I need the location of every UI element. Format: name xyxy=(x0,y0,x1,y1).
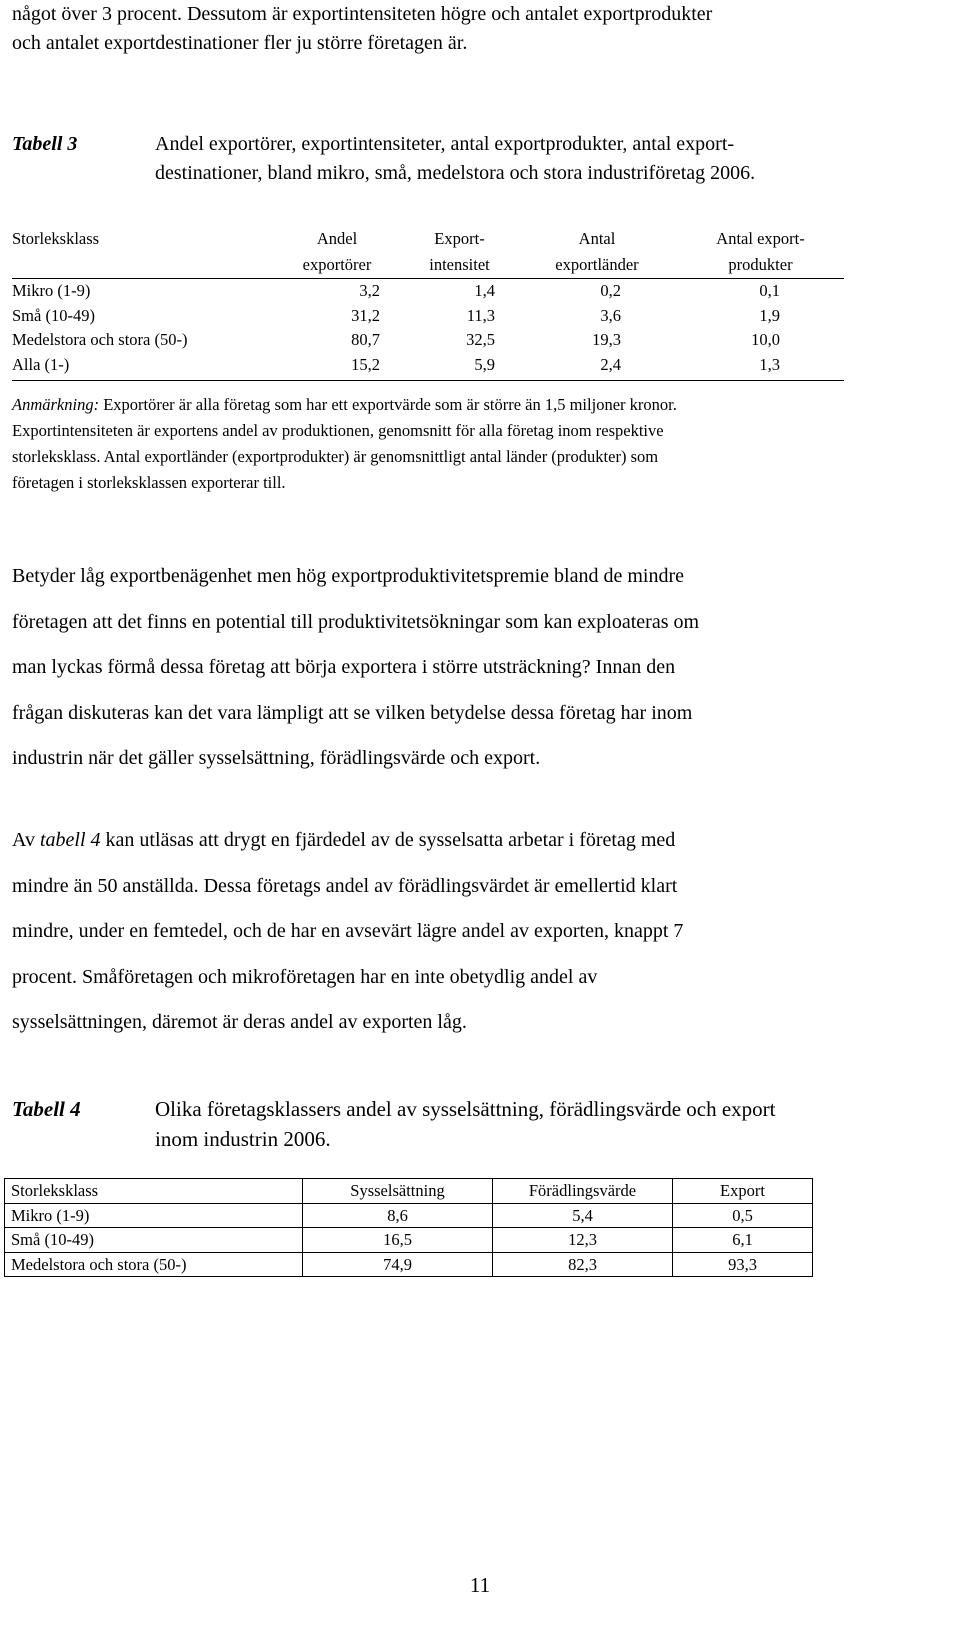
table-cell: 0,2 xyxy=(600,281,621,300)
table-row xyxy=(12,328,844,353)
table3-header-storleksklass: Storleksklass xyxy=(12,229,100,248)
note-line: Exportintensiteten är exportens andel av produktionen, genomsnitt för alla företag inom respektive xyxy=(12,421,664,440)
table-cell: 0,5 xyxy=(673,1203,813,1228)
table-cell: 2,4 xyxy=(600,354,621,374)
table-cell: 16,5 xyxy=(303,1228,493,1253)
table-cell: 1,9 xyxy=(759,305,780,325)
intro-paragraph xyxy=(12,0,948,58)
table-cell: 80,7 xyxy=(351,330,380,349)
table3-header-row xyxy=(12,226,844,279)
table3 xyxy=(12,226,844,381)
note-line: storleksklass. Antal exportländer (exportprodukter) är genomsnittligt antal länder (produkter) som xyxy=(12,447,659,466)
table-cell: 93,3 xyxy=(673,1252,813,1277)
table-cell: 5,4 xyxy=(493,1203,673,1228)
table3-header-antal-exportlander: Antal exportländer xyxy=(555,229,639,274)
row-label: Mikro (1-9) xyxy=(12,281,91,300)
caption-line: Olika företagsklassers andel av sysselsättning, förädlingsvärde och export xyxy=(155,1097,776,1121)
table-row xyxy=(5,1252,813,1277)
row-label: Små (10-49) xyxy=(12,305,95,325)
row-label: Små (10-49) xyxy=(5,1228,303,1253)
paragraph-2 xyxy=(12,818,948,1046)
table3-header-andel: Andel exportörer xyxy=(302,229,372,274)
caption-line: inom industrin 2006. xyxy=(155,1127,331,1151)
table-row xyxy=(12,353,844,378)
paragraph-line: företagen att det finns en potential till produktivitetsökningar som kan exploateras om xyxy=(12,610,700,633)
intro-line: något över 3 procent. Dessutom är exportintensiteten högre och antalet exportprodukter xyxy=(12,3,713,25)
table-cell: 3,2 xyxy=(359,281,380,300)
table-cell: 6,1 xyxy=(673,1228,813,1253)
table-cell: 15,2 xyxy=(351,354,380,374)
table-cell: 19,3 xyxy=(592,330,621,349)
table-cell: 10,0 xyxy=(751,330,780,349)
table-row xyxy=(5,1228,813,1253)
table4-header-sysselsattning: Sysselsättning xyxy=(303,1179,493,1204)
caption-line: destinationer, bland mikro, små, medelstora och stora industriföretag 2006. xyxy=(155,162,756,184)
table-cell: 8,6 xyxy=(303,1203,493,1228)
row-label: Alla (1-) xyxy=(12,354,70,374)
table-cell: 5,9 xyxy=(474,354,495,374)
paragraph-line: man lyckas förmå dessa företag att börja exportera i större utsträckning? Innan den xyxy=(12,656,676,678)
note-label: Anmärkning: xyxy=(12,395,100,414)
table4-label: Tabell 4 xyxy=(12,1097,81,1121)
table-cell: 32,5 xyxy=(466,330,495,349)
table-row xyxy=(12,304,844,329)
table-cell: 74,9 xyxy=(303,1252,493,1277)
table-cell: 0,1 xyxy=(759,281,780,300)
table4 xyxy=(4,1178,813,1277)
row-label: Mikro (1-9) xyxy=(5,1203,303,1228)
table3-note xyxy=(12,392,948,496)
table3-header-exportintensitet: Export- intensitet xyxy=(429,229,490,274)
table4-header-foradlingsvarde: Förädlingsvärde xyxy=(493,1179,673,1204)
table-cell: 12,3 xyxy=(493,1228,673,1253)
table-cell: 3,6 xyxy=(600,305,621,325)
table4-reference: tabell 4 xyxy=(39,829,101,851)
table4-header-storleksklass: Storleksklass xyxy=(5,1179,303,1204)
table-cell: 82,3 xyxy=(493,1252,673,1277)
note-line xyxy=(12,392,948,418)
table-cell: 11,3 xyxy=(466,305,495,325)
table3-label: Tabell 3 xyxy=(12,133,78,155)
paragraph-line: mindre än 50 anställda. Dessa företags andel av förädlingsvärdet är emellertid klart xyxy=(12,874,678,897)
table-row xyxy=(5,1203,813,1228)
caption-line: Andel exportörer, exportintensiteter, antal exportprodukter, antal export- xyxy=(155,133,735,155)
table-cell: 1,3 xyxy=(759,354,780,374)
paragraph-line: mindre, under en femtedel, och de har en avsevärt lägre andel av exporten, knappt 7 xyxy=(12,920,684,942)
table4-caption-text xyxy=(155,1094,945,1154)
paragraph-1 xyxy=(12,554,948,782)
note-text: Exportörer är alla företag som har ett exportvärde som är större än 1,5 miljoner kronor. xyxy=(99,395,677,414)
row-label: Medelstora och stora (50-) xyxy=(5,1252,303,1277)
table-cell: 31,2 xyxy=(351,305,380,325)
table-cell: 1,4 xyxy=(474,281,495,300)
paragraph-line: frågan diskuteras kan det vara lämpligt att se vilken betydelse dessa företag har inom xyxy=(12,701,693,724)
page-number: 11 xyxy=(469,1573,491,1597)
paragraph-line: industrin när det gäller sysselsättning, förädlingsvärde och export. xyxy=(12,747,541,769)
table3-header-antal-exportprodukter: Antal export- produkter xyxy=(716,229,805,274)
table-row xyxy=(12,279,844,304)
table4-header-row xyxy=(5,1179,813,1204)
row-label: Medelstora och stora (50-) xyxy=(12,330,188,349)
paragraph-line: Av tabell 4 kan utläsas att drygt en fjärdedel av de sysselsatta arbetar i företag med xyxy=(12,829,676,851)
table3-caption-text xyxy=(155,130,945,188)
paragraph-line: sysselsättningen, däremot är deras andel av exporten låg. xyxy=(12,1011,467,1033)
table4-header-export: Export xyxy=(673,1179,813,1204)
paragraph-line: procent. Småföretagen och mikroföretagen har en inte obetydlig andel av xyxy=(12,965,598,988)
note-line: företagen i storleksklassen exporterar till. xyxy=(12,473,286,492)
intro-line: och antalet exportdestinationer fler ju större företagen är. xyxy=(12,32,468,54)
paragraph-line: Betyder låg exportbenägenhet men hög exportproduktivitetspremie bland de mindre xyxy=(12,565,685,587)
